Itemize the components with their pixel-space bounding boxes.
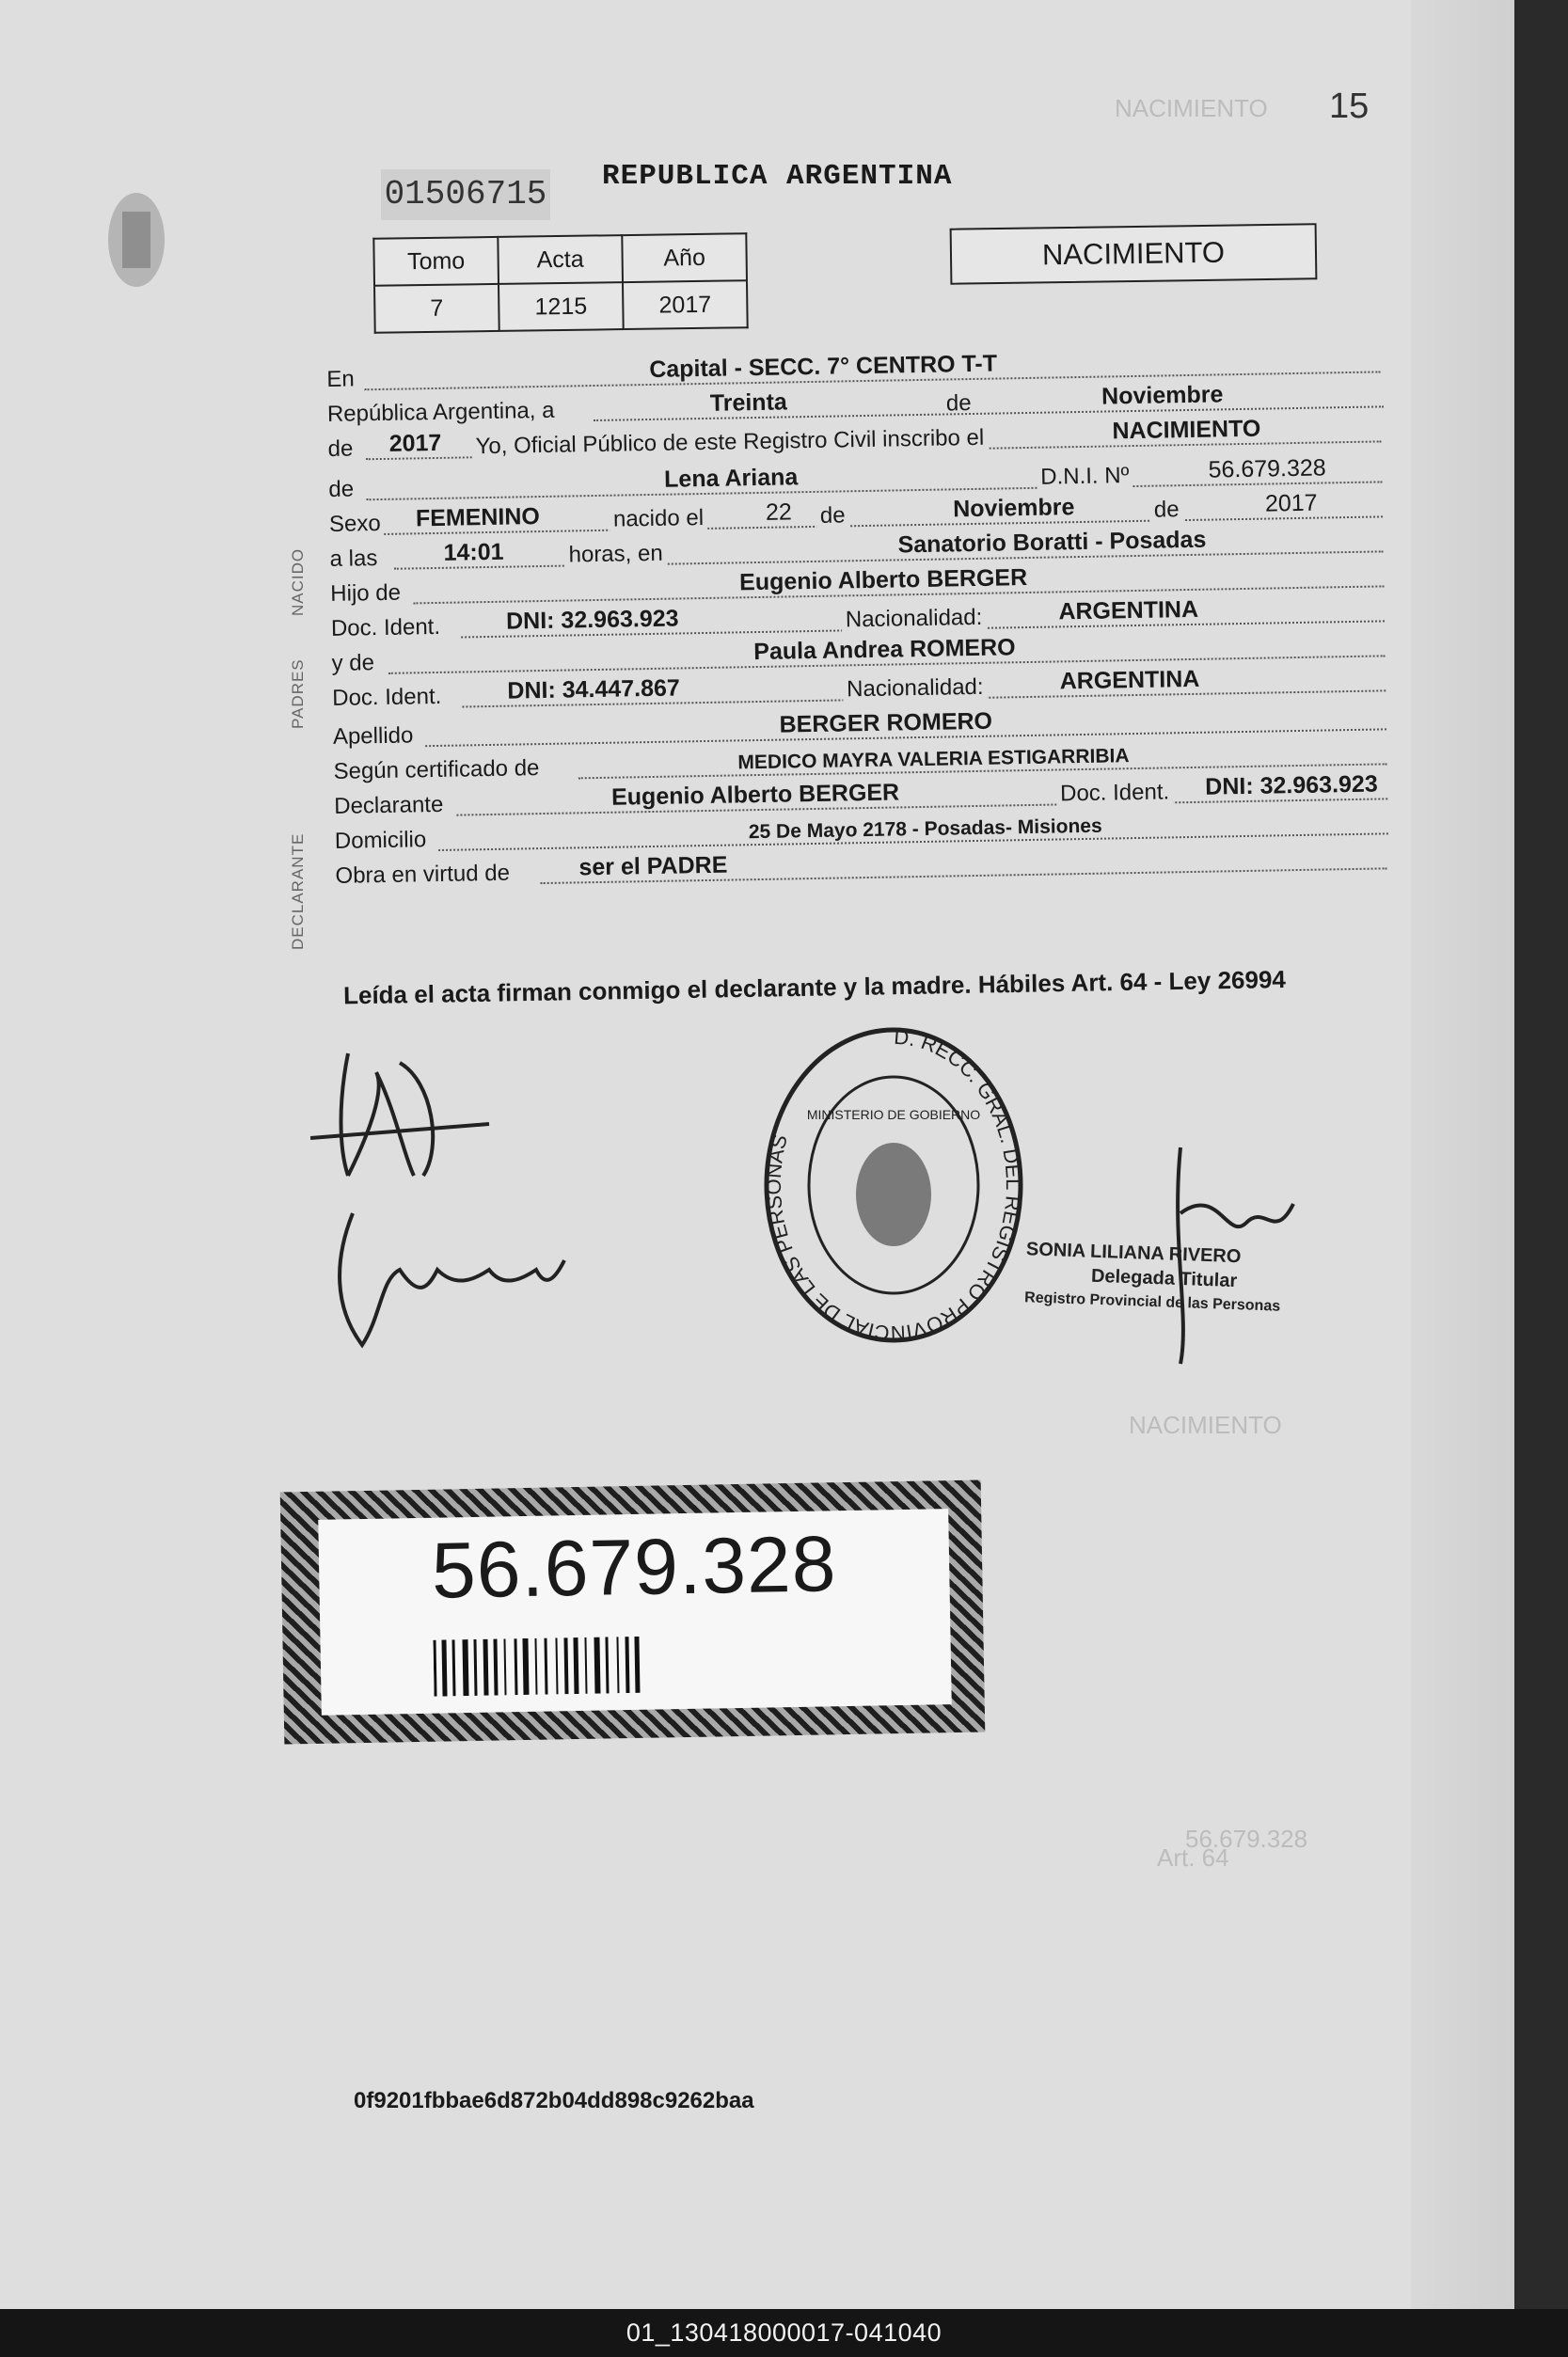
barcode-bar (522, 1638, 529, 1695)
page-edge-shadow (1411, 0, 1514, 2309)
label-a-las: a las (329, 546, 378, 572)
ghost-text: NACIMIENTO (1115, 94, 1268, 122)
document-type-box: NACIMIENTO (950, 223, 1318, 284)
ghost-text: 56.679.328 (1185, 1825, 1308, 1853)
official-office: Registro Provincial de las Personas (1023, 1289, 1281, 1315)
value-mother-nationality: ARGENTINA (1059, 665, 1200, 695)
value-father-doc: DNI: 32.963.923 (505, 605, 679, 635)
value-declarant-doc: DNI: 32.963.923 (1205, 770, 1378, 800)
barcode-number: 56.679.328 (431, 1519, 838, 1615)
label-doc-ident: Doc. Ident. (1056, 779, 1174, 807)
label-sexo: Sexo (328, 510, 381, 537)
mother-signature (325, 1204, 569, 1364)
value-day-text: Treinta (709, 388, 788, 417)
label-official-text: Yo, Oficial Público de este Registro Civil inscribo el (471, 425, 988, 461)
label-de: de (328, 476, 355, 502)
official-block (1024, 1237, 1283, 1319)
barcode-bar (594, 1637, 600, 1694)
page-number: 15 (1329, 87, 1370, 126)
label-nacido: nacido el (610, 505, 708, 533)
barcode-bar (634, 1637, 640, 1693)
label-de: de (327, 435, 354, 462)
declarant-signature (310, 1035, 499, 1185)
registry-value-row (374, 280, 748, 333)
value-surname: BERGER ROMERO (779, 707, 993, 738)
value-year: 2017 (372, 430, 457, 459)
value-mother-name: Paula Andrea ROMERO (753, 634, 1016, 666)
value-birth-month: Noviembre (952, 494, 1075, 523)
registry-header-anio: Año (622, 233, 747, 282)
label-de: de (816, 502, 849, 530)
ghost-text: NACIMIENTO (1129, 1411, 1282, 1439)
official-title: Delegada Titular (1090, 1265, 1238, 1292)
serial-number: 01506715 (381, 169, 550, 220)
label-doc-ident: Doc. Ident. (332, 683, 442, 711)
barcode-bar (493, 1639, 498, 1696)
label-de: de (1150, 497, 1183, 524)
value-father-nationality: ARGENTINA (1058, 595, 1199, 625)
side-label-padres: PADRES (289, 658, 307, 729)
barcode-bar (462, 1639, 468, 1696)
value-birth-year: 2017 (1264, 489, 1318, 517)
barcode-bar (584, 1637, 587, 1694)
barcode-bar (483, 1639, 488, 1696)
value-capacity: ser el PADRE (578, 851, 728, 881)
value-birth-day: 22 (765, 498, 793, 526)
value-en: Capital - SECC. 7° CENTRO T-T (649, 350, 998, 383)
barcode-bar (433, 1640, 436, 1697)
barcode-bar (534, 1638, 537, 1695)
barcode-bar (625, 1637, 629, 1693)
label-republica: República Argentina, a (326, 397, 555, 427)
label-en: En (326, 366, 355, 392)
barcode-bars (433, 1633, 838, 1696)
barcode-bar (514, 1638, 517, 1695)
barcode-bar (473, 1639, 477, 1696)
label-horas: horas, en (564, 541, 667, 569)
value-mother-doc: DNI: 34.447.867 (507, 674, 681, 704)
label-nacionalidad: Nacionalidad: (842, 605, 987, 634)
label-de: de (945, 390, 972, 417)
value-child-name: Lena Ariana (663, 464, 799, 493)
label-certificado: Según certificado de (333, 755, 540, 784)
barcode-bar (616, 1637, 619, 1693)
label-doc-ident: Doc. Ident. (330, 613, 441, 641)
label-nacionalidad: Nacionalidad: (843, 674, 988, 704)
country-heading: REPUBLICA ARGENTINA (602, 160, 953, 193)
barcode-bar (451, 1639, 455, 1696)
label-y-de: y de (331, 650, 375, 676)
value-certificate: MEDICO MAYRA VALERIA ESTIGARRIBIA (737, 745, 1130, 774)
value-address: 25 De Mayo 2178 - Posadas- Misiones (748, 815, 1102, 844)
label-apellido: Apellido (332, 722, 414, 750)
barcode-inner (318, 1509, 952, 1716)
value-birth-time: 14:01 (443, 538, 504, 566)
document-hash: 0f9201fbbae6d872b04dd898c9262baa (354, 2088, 754, 2113)
value-child-dni: 56.679.328 (1208, 454, 1326, 483)
footer-id-bar: 01_130418000017-041040 (0, 2309, 1568, 2357)
stamp-inner-text: MINISTERIO DE GOBIERNO (806, 1107, 981, 1122)
official-stamp (757, 1020, 1030, 1345)
registry-value-tomo: 7 (374, 284, 499, 333)
value-month: Noviembre (1101, 381, 1224, 410)
registry-table (372, 232, 748, 334)
stamp-outer-text: D. RECC. GRAL. DEL REGISTRO PROVINCIAL DE LAS PERSONAS (761, 1024, 1025, 1345)
barcode-bar (441, 1639, 447, 1696)
label-domicilio: Domicilio (334, 827, 427, 854)
value-birth-place: Sanatorio Boratti - Posadas (897, 526, 1207, 559)
registry-header-tomo: Tomo (373, 237, 499, 286)
closing-text: Leída el acta firman conmigo el declarante y la madre. Hábiles Art. 64 - Ley 26994 (342, 964, 1287, 1010)
label-obra: Obra en virtud de (335, 860, 511, 889)
official-name: SONIA LILIANA RIVERO (1025, 1239, 1242, 1268)
side-label-declarante: DECLARANTE (289, 832, 307, 950)
value-father-name: Eugenio Alberto BERGER (738, 563, 1028, 596)
barcode-bar (563, 1637, 568, 1694)
barcode-label (280, 1480, 986, 1745)
registry-crest-icon (94, 174, 207, 324)
coat-of-arms-icon (856, 1143, 931, 1246)
value-event: NACIMIENTO (1078, 415, 1294, 446)
barcode-bar (573, 1637, 578, 1694)
registry-value-acta: 1215 (499, 282, 624, 331)
barcode-bar (544, 1638, 547, 1695)
registry-value-anio: 2017 (623, 280, 748, 329)
registry-header-row (373, 233, 747, 286)
label-dni: D.N.I. Nº (1037, 463, 1133, 491)
label-declarante: Declarante (334, 791, 444, 819)
value-declarant-name: Eugenio Alberto BERGER (610, 779, 900, 811)
barcode-bar (555, 1637, 558, 1694)
registry-header-acta: Acta (498, 235, 623, 284)
value-sex: FEMENINO (415, 503, 541, 532)
barcode-bar (605, 1637, 609, 1693)
label-hijo-de: Hijo de (330, 579, 402, 607)
side-label-nacido: NACIDO (289, 547, 307, 616)
birth-record-form (325, 343, 1397, 894)
ghost-text: Art. 64 (1157, 1843, 1229, 1872)
barcode-bar (503, 1638, 506, 1695)
